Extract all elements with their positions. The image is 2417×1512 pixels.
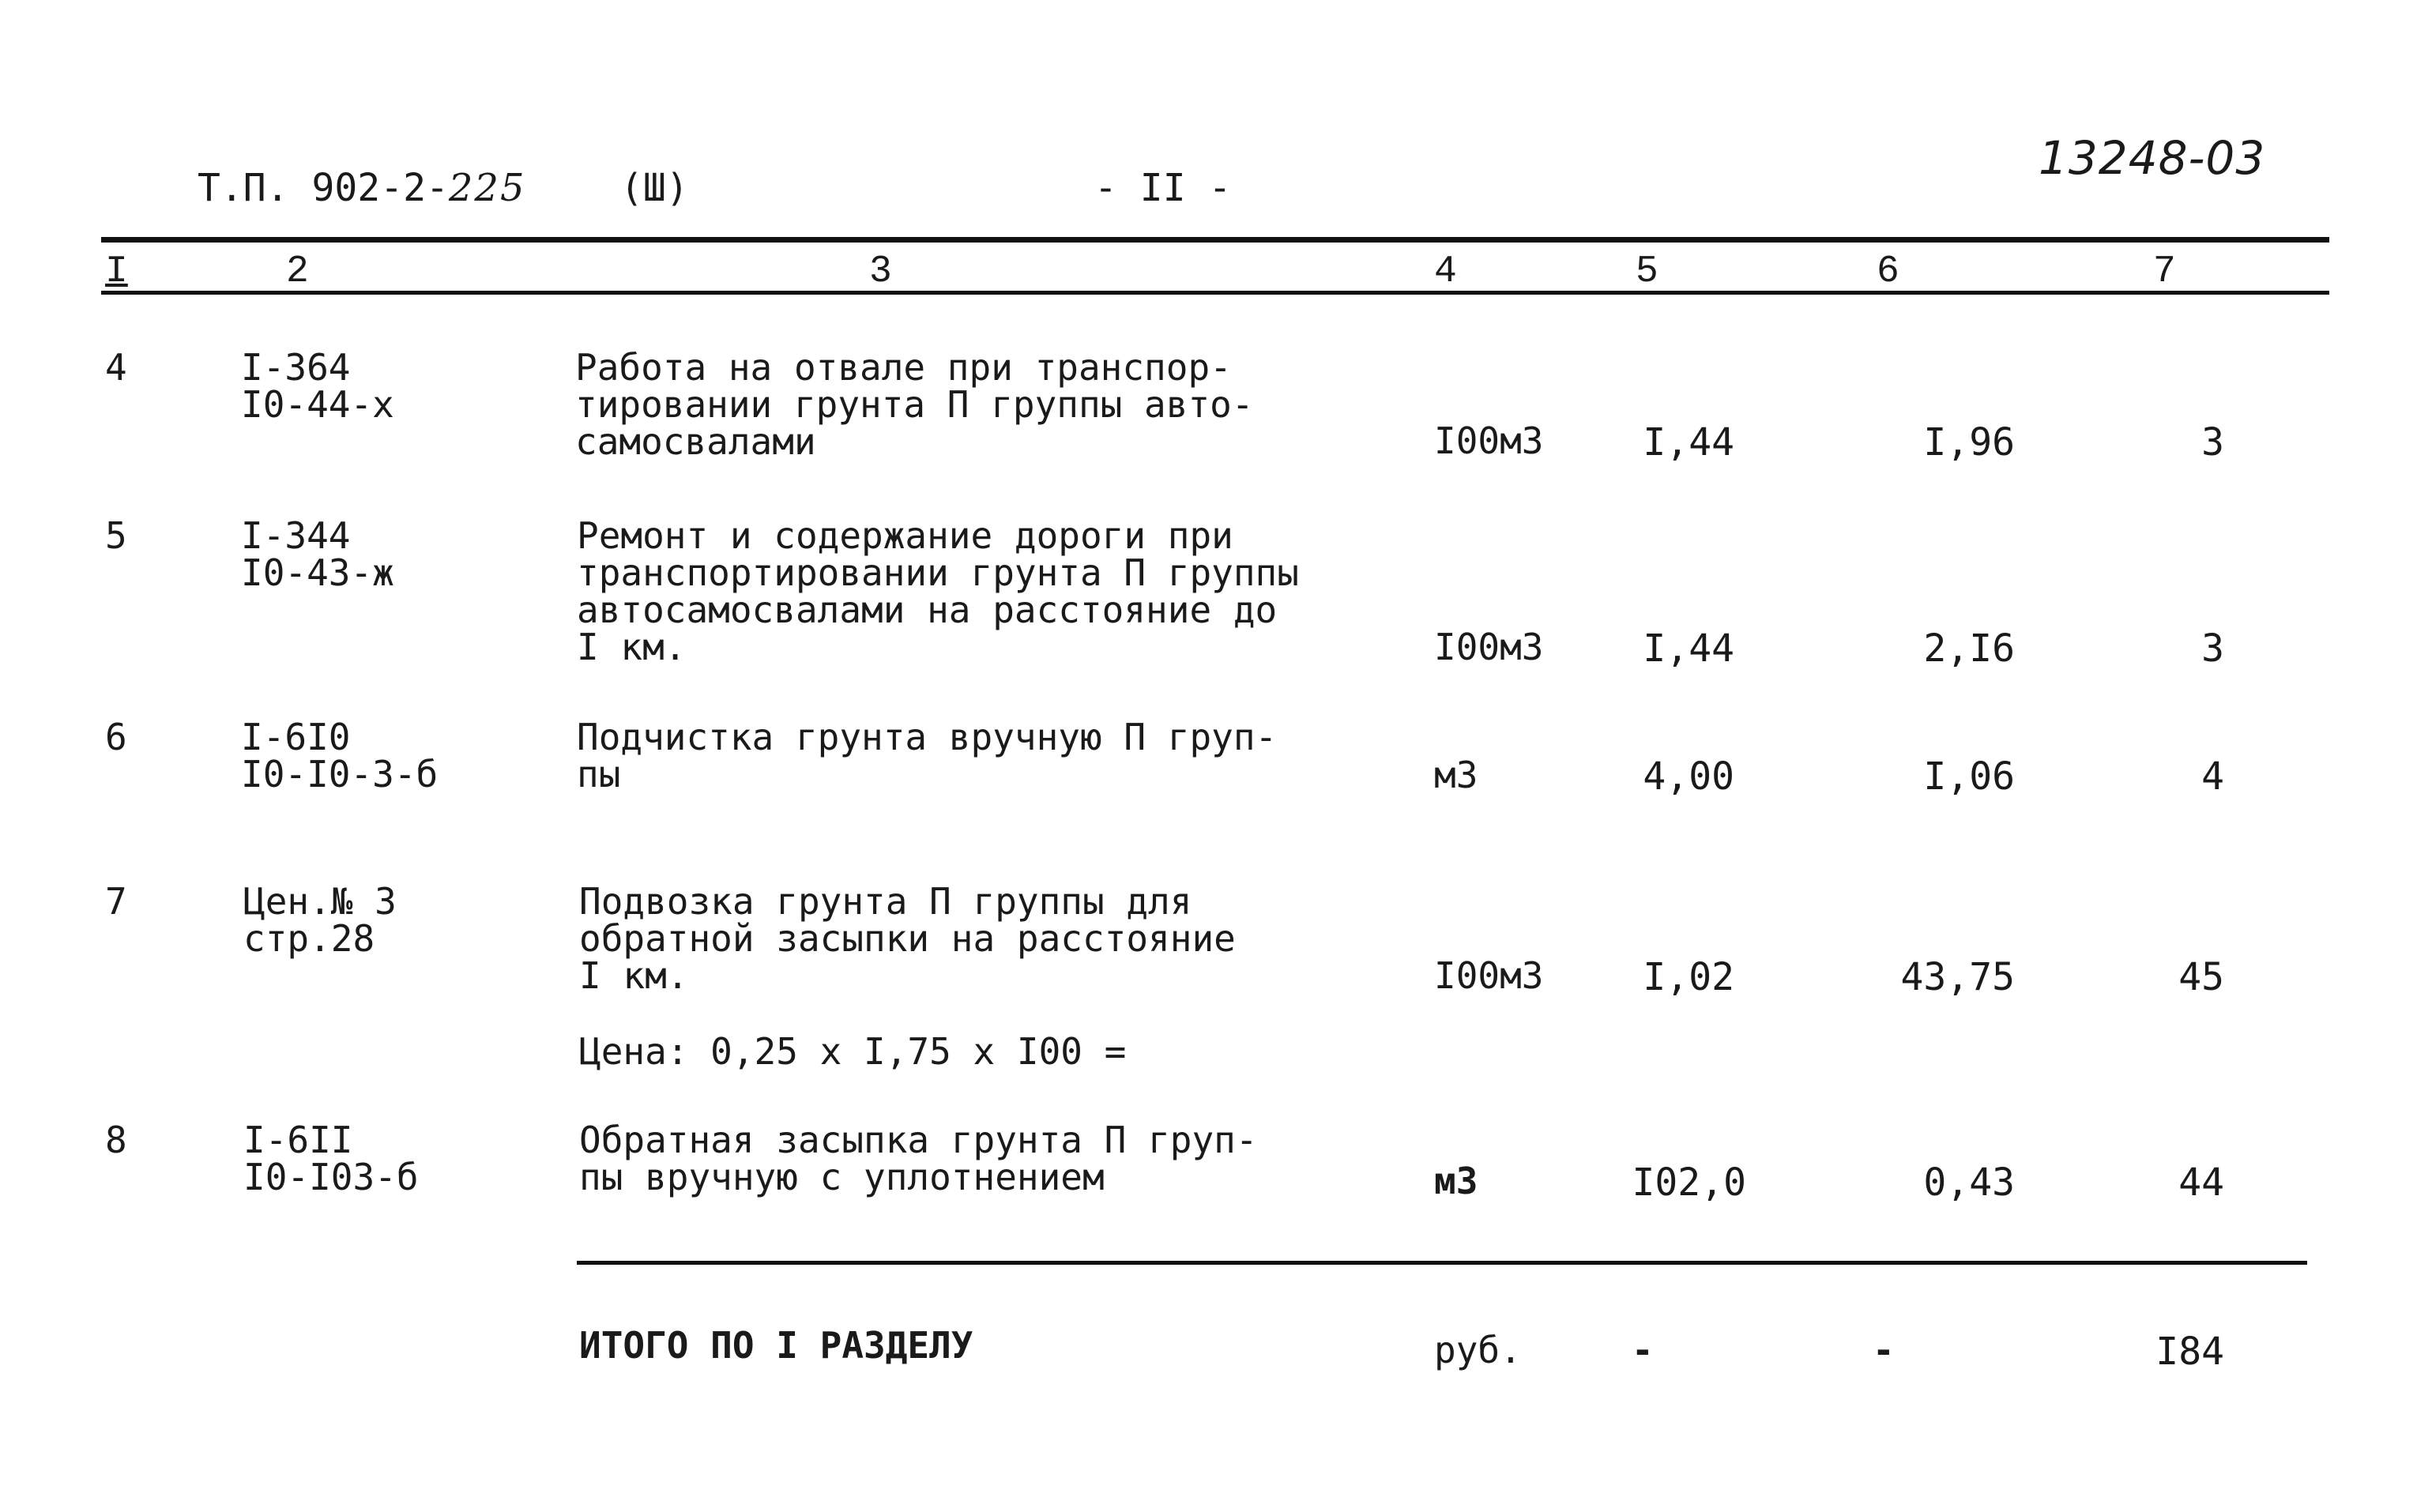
volume-mark: (Ш): [620, 166, 689, 210]
unit-price: 43,75: [1900, 955, 2015, 999]
column-header-5: 5: [1636, 250, 1658, 293]
norm-code-secondary: I0-43-ж: [241, 551, 394, 594]
norm-code-secondary: I0-44-х: [241, 383, 394, 426]
norm-code: I-364: [241, 346, 351, 389]
total-cost: 4: [2201, 754, 2224, 799]
work-description: Обратная засыпка грунта П груп- пы вручную с уплотнением: [579, 1119, 1258, 1198]
unit: I00м3: [1434, 626, 1544, 668]
row-number: 6: [105, 716, 127, 758]
row-number: 8: [105, 1119, 127, 1161]
work-description: Ремонт и содержание дороги при транспортировании грунта П группы автосамосвалами на расстояние до I км.: [577, 514, 1299, 668]
total-value: I84: [2155, 1330, 2224, 1374]
column-header-2: 2: [286, 250, 309, 293]
total-label: ИТОГО ПО I РАЗДЕЛУ: [579, 1324, 973, 1367]
price-calculation: Цена: 0,25 х I,75 х I00 =: [579, 1030, 1127, 1073]
column-header-1: I: [105, 250, 128, 293]
page-number: - II -: [1094, 166, 1232, 210]
project-code: [198, 167, 526, 209]
total-cost: 3: [2201, 420, 2224, 465]
quantity: I,02: [1643, 955, 1734, 999]
norm-code: I-6I0: [241, 716, 351, 758]
norm-code: I-6II: [243, 1119, 353, 1161]
unit-price: I,06: [1923, 754, 2015, 799]
total-price-dash: -: [1873, 1329, 1895, 1371]
work-description: Подчистка грунта вручную П груп- пы: [577, 716, 1278, 795]
row-number: 5: [105, 514, 127, 557]
norm-code: Цен.№ 3: [243, 880, 397, 923]
quantity: I,44: [1643, 626, 1734, 671]
total-cost: 3: [2201, 626, 2224, 671]
unit-price: I,96: [1923, 420, 2015, 465]
work-description: Подвозка грунта П группы для обратной засыпки на расстояние I км.: [579, 880, 1236, 997]
norm-code-secondary: стр.28: [243, 917, 375, 960]
norm-code: I-344: [241, 514, 351, 557]
unit: м3: [1434, 754, 1478, 796]
document-number: 13248-03: [2039, 131, 2266, 185]
total-cost: 45: [2178, 955, 2224, 999]
table-top-rule: [101, 237, 2329, 243]
project-code-prefix: Т.П. 902-2-: [198, 166, 449, 210]
quantity: 4,00: [1643, 754, 1734, 799]
column-header-7: 7: [2153, 250, 2176, 293]
unit-price: 0,43: [1923, 1160, 2015, 1205]
unit: I00м3: [1434, 954, 1544, 997]
work-description: Работа на отвале при транспор- тировании грунта П группы авто- самосвалами: [575, 346, 1254, 463]
total-separator-rule: [577, 1261, 2307, 1265]
column-header-6: 6: [1877, 250, 1899, 293]
norm-code-secondary: I0-I0-3-б: [241, 753, 439, 795]
unit: I00м3: [1434, 419, 1544, 462]
row-number: 7: [105, 880, 127, 923]
quantity: I02,0: [1632, 1160, 1746, 1205]
column-header-4: 4: [1434, 250, 1457, 293]
total-quantity-dash: -: [1632, 1329, 1654, 1371]
norm-code-secondary: I0-I03-б: [243, 1156, 419, 1198]
column-header-3: 3: [869, 250, 892, 293]
total-unit: руб.: [1434, 1329, 1522, 1371]
unit: м3: [1434, 1160, 1478, 1202]
row-number: 4: [105, 346, 127, 389]
quantity: I,44: [1643, 420, 1734, 465]
unit-price: 2,I6: [1923, 626, 2015, 671]
table-header-rule: [101, 291, 2329, 295]
total-cost: 44: [2178, 1160, 2224, 1205]
project-code-suffix: 225: [448, 166, 526, 210]
